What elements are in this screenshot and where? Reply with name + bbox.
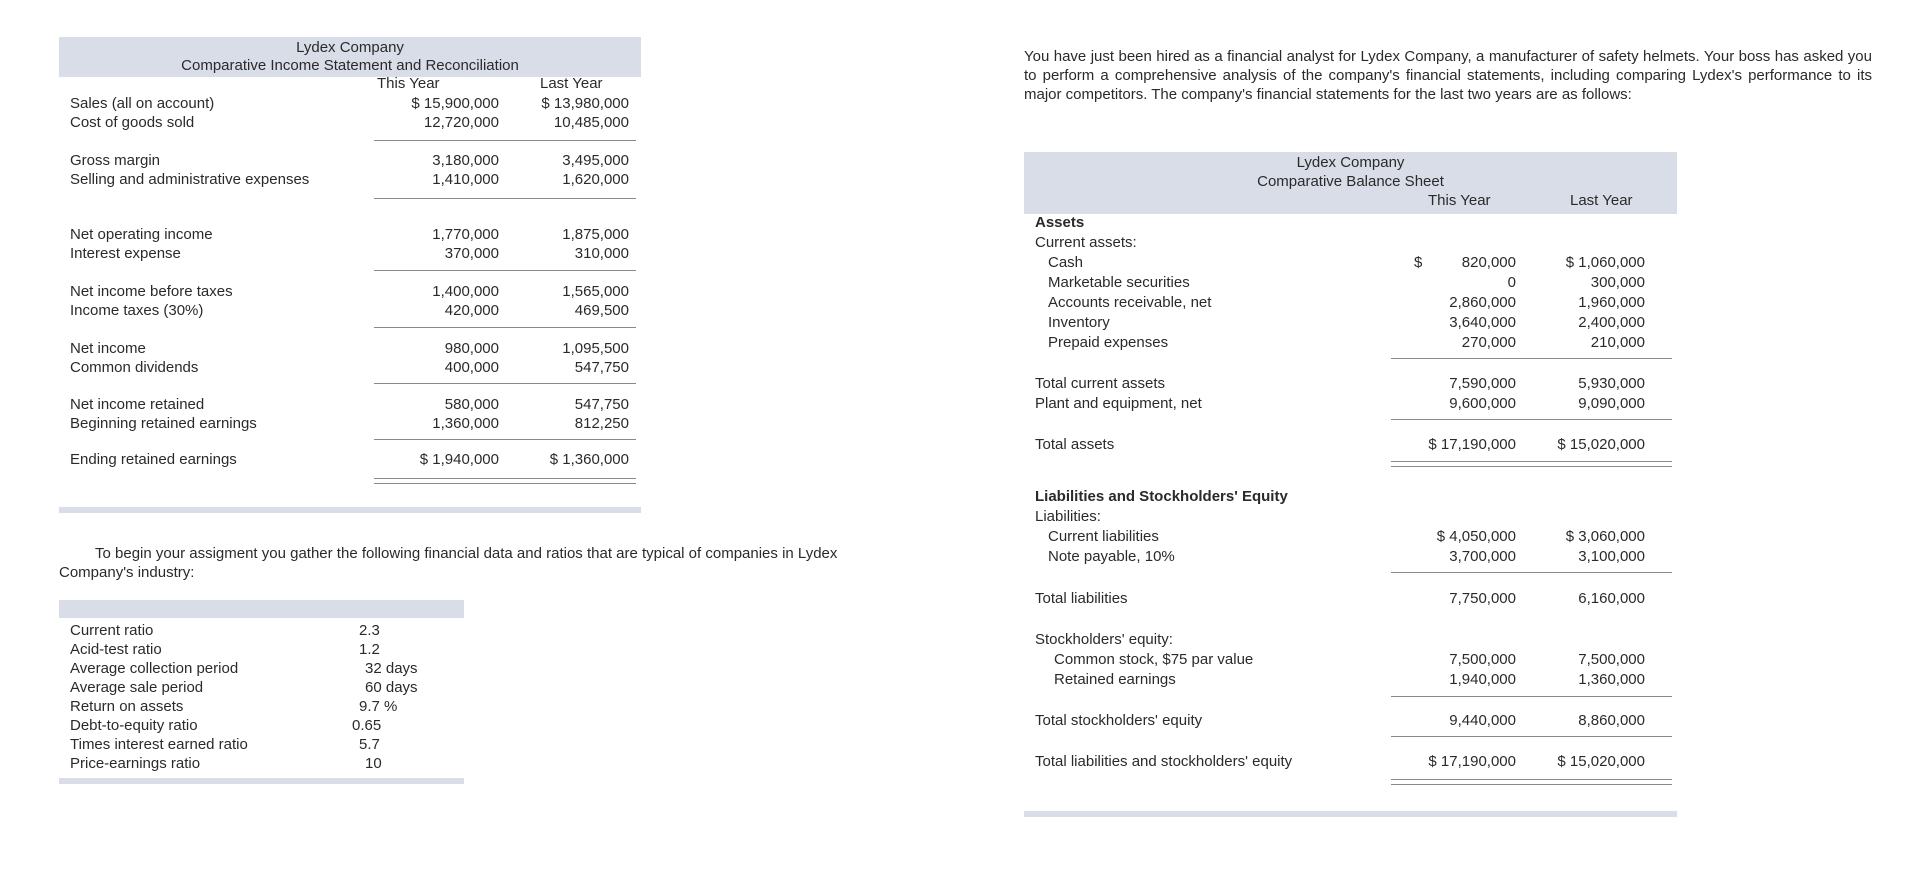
ratio-label: Acid-test ratio <box>70 641 162 658</box>
table-row <box>59 244 641 263</box>
row-last-year: 8,860,000 <box>1578 712 1645 729</box>
row-this-year: 9,600,000 <box>1449 395 1516 412</box>
row-label: Current liabilities <box>1048 528 1159 545</box>
income-company-name: Lydex Company <box>296 39 404 56</box>
table-row <box>1024 670 1677 690</box>
row-this-year: $ 15,900,000 <box>411 95 499 112</box>
row-label: Sales (all on account) <box>70 95 215 112</box>
ratio-label: Return on assets <box>70 698 184 715</box>
row-label: Common dividends <box>70 359 199 376</box>
row-last-year: 1,095,500 <box>562 340 629 357</box>
row-label: Net income retained <box>70 396 205 413</box>
row-label: Total stockholders' equity <box>1035 712 1203 729</box>
current-assets-label: Current assets: <box>1035 234 1137 251</box>
row-last-year: 547,750 <box>574 396 629 413</box>
row-this-year: 7,750,000 <box>1449 590 1516 607</box>
row-this-year: 3,180,000 <box>432 152 499 169</box>
row-last-year: $ 15,020,000 <box>1557 753 1645 770</box>
table-row <box>1024 374 1677 394</box>
table-row <box>1024 293 1677 313</box>
underline <box>1391 736 1672 737</box>
table-row <box>1024 589 1677 609</box>
row-this-year: 9,440,000 <box>1449 712 1516 729</box>
row-last-year: 1,360,000 <box>1578 671 1645 688</box>
ratio-value: 0.65 <box>352 717 382 734</box>
double-underline-top <box>374 478 636 479</box>
row-last-year: 1,875,000 <box>562 226 629 243</box>
row-label: Net operating income <box>70 226 213 243</box>
row-this-year: 0 <box>1507 274 1516 291</box>
underline <box>374 327 636 328</box>
underline <box>1391 358 1672 359</box>
list-item <box>59 735 464 754</box>
row-label: Total liabilities <box>1035 590 1128 607</box>
double-underline-top <box>1391 461 1672 462</box>
table-row <box>59 450 641 469</box>
balance-col-last-year: Last Year <box>1570 192 1633 209</box>
ratio-value: 2.3 <box>359 622 380 639</box>
row-label: Total liabilities and stockholders' equity <box>1035 753 1293 770</box>
row-this-year: 3,700,000 <box>1449 548 1516 565</box>
table-row <box>59 151 641 170</box>
income-statement-title: Comparative Income Statement and Reconciliation <box>181 57 519 74</box>
table-row <box>59 94 641 113</box>
ratio-value: 5.7 <box>359 736 380 753</box>
currency-symbol: $ <box>1414 254 1423 271</box>
row-this-year: 580,000 <box>444 396 499 413</box>
equity-label: Stockholders' equity: <box>1035 631 1173 648</box>
table-row <box>1024 435 1677 455</box>
row-this-year: 820,000 <box>1461 254 1516 271</box>
ratio-label: Times interest earned ratio <box>70 736 248 753</box>
table-row <box>59 113 641 132</box>
row-last-year: 812,250 <box>574 415 629 432</box>
row-this-year: 420,000 <box>444 302 499 319</box>
balance-company-name: Lydex Company <box>1296 154 1405 171</box>
income-col-this-year: This Year <box>377 75 440 92</box>
row-last-year: 5,930,000 <box>1578 375 1645 392</box>
row-label: Cost of goods sold <box>70 114 195 131</box>
row-label: Gross margin <box>70 152 161 169</box>
assets-heading: Assets <box>1035 214 1085 231</box>
row-last-year: 300,000 <box>1590 274 1645 291</box>
row-label: Net income before taxes <box>70 283 233 300</box>
list-item <box>59 659 464 678</box>
assignment-text: You have just been hired as a financial analyst for Lydex Company, a manufacturer of safety helmets. Your boss has asked you to perform a comprehensive analysis of the company's financial statements, including comparing Lydex's performance to its major competitors. The company's financial statements for the last two years are as follows: <box>1024 48 1872 103</box>
ratio-label: Price-earnings ratio <box>70 755 201 772</box>
row-this-year: 370,000 <box>444 245 499 262</box>
balance-col-this-year: This Year <box>1428 192 1491 209</box>
row-this-year: 980,000 <box>444 340 499 357</box>
row-last-year: 2,400,000 <box>1578 314 1645 331</box>
row-this-year: 1,940,000 <box>1449 671 1516 688</box>
row-last-year: 9,090,000 <box>1578 395 1645 412</box>
underline <box>374 383 636 384</box>
row-this-year: 7,590,000 <box>1449 375 1516 392</box>
ratio-label: Average sale period <box>70 679 204 696</box>
table-row <box>59 414 641 433</box>
row-this-year: 12,720,000 <box>423 114 499 131</box>
double-underline-bottom <box>374 483 636 484</box>
underline <box>374 198 636 199</box>
row-label: Ending retained earnings <box>70 451 237 468</box>
underline <box>374 439 636 440</box>
row-label: Prepaid expenses <box>1048 334 1169 351</box>
table-row <box>1024 650 1677 670</box>
row-last-year: 3,100,000 <box>1578 548 1645 565</box>
list-item <box>59 754 464 773</box>
row-this-year: $ 1,940,000 <box>419 451 499 468</box>
row-last-year: 469,500 <box>574 302 629 319</box>
row-this-year: $ 17,190,000 <box>1428 436 1516 453</box>
ratio-label: Current ratio <box>70 622 154 639</box>
list-item <box>59 697 464 716</box>
row-label: Interest expense <box>70 245 181 262</box>
table-row <box>59 225 641 244</box>
table-row <box>1024 394 1677 414</box>
ratio-value: 1.2 <box>359 641 380 658</box>
income-col-last-year: Last Year <box>540 75 603 92</box>
ratio-value: 32 days <box>365 660 418 677</box>
ratio-label: Debt-to-equity ratio <box>70 717 198 734</box>
industry-intro-text: To begin your assigment you gather the following financial data and ratios that are typical of companies in Lydex Company's industry: <box>59 545 838 581</box>
row-last-year: $ 1,360,000 <box>549 451 629 468</box>
row-label: Marketable securities <box>1048 274 1190 291</box>
row-label: Retained earnings <box>1054 671 1176 688</box>
underline <box>1391 696 1672 697</box>
table-row <box>1024 527 1677 547</box>
ratio-value: 10 <box>365 755 382 772</box>
row-last-year: 1,620,000 <box>562 171 629 188</box>
liabilities-label: Liabilities: <box>1035 508 1101 525</box>
row-last-year: 547,750 <box>574 359 629 376</box>
ratios-footer-band <box>59 778 464 784</box>
row-this-year: 1,360,000 <box>432 415 499 432</box>
row-label: Note payable, 10% <box>1048 548 1175 565</box>
row-label: Plant and equipment, net <box>1035 395 1202 412</box>
underline <box>374 270 636 271</box>
row-label: Income taxes (30%) <box>70 302 204 319</box>
row-this-year: 1,400,000 <box>432 283 499 300</box>
row-last-year: 1,960,000 <box>1578 294 1645 311</box>
row-label: Accounts receivable, net <box>1048 294 1212 311</box>
table-row <box>59 301 641 320</box>
row-this-year: 270,000 <box>1461 334 1516 351</box>
underline <box>374 140 636 141</box>
table-row <box>59 170 641 189</box>
row-last-year: $ 15,020,000 <box>1557 436 1645 453</box>
liabilities-equity-heading: Liabilities and Stockholders' Equity <box>1035 488 1288 505</box>
table-row <box>59 339 641 358</box>
balance-footer-band <box>1024 811 1677 817</box>
table-row <box>1024 253 1677 273</box>
row-last-year: $ 3,060,000 <box>1565 528 1645 545</box>
underline <box>1391 419 1672 420</box>
row-label: Common stock, $75 par value <box>1054 651 1254 668</box>
row-label: Inventory <box>1048 314 1110 331</box>
list-item <box>59 640 464 659</box>
row-this-year: 7,500,000 <box>1449 651 1516 668</box>
row-label: Net income <box>70 340 146 357</box>
double-underline-bottom <box>1391 466 1672 467</box>
row-label: Beginning retained earnings <box>70 415 257 432</box>
row-this-year: 3,640,000 <box>1449 314 1516 331</box>
row-this-year: $ 17,190,000 <box>1428 753 1516 770</box>
row-this-year: $ 4,050,000 <box>1436 528 1516 545</box>
row-label: Total current assets <box>1035 375 1166 392</box>
table-row <box>1024 273 1677 293</box>
table-row <box>1024 752 1677 772</box>
row-last-year: 310,000 <box>574 245 629 262</box>
ratio-value: 60 days <box>365 679 418 696</box>
ratios-header-band <box>59 600 464 618</box>
row-label: Selling and administrative expenses <box>70 171 310 188</box>
income-footer-band <box>59 507 641 513</box>
row-label: Cash <box>1048 254 1084 271</box>
double-underline-top <box>1391 779 1672 780</box>
ratio-label: Average collection period <box>70 660 239 677</box>
underline <box>1391 572 1672 573</box>
balance-sheet-title: Comparative Balance Sheet <box>1257 173 1444 190</box>
list-item <box>59 678 464 697</box>
row-this-year: 1,770,000 <box>432 226 499 243</box>
row-last-year: 6,160,000 <box>1578 590 1645 607</box>
row-last-year: 1,565,000 <box>562 283 629 300</box>
row-last-year: 3,495,000 <box>562 152 629 169</box>
row-this-year: 2,860,000 <box>1449 294 1516 311</box>
list-item <box>59 621 464 640</box>
row-this-year: 1,410,000 <box>432 171 499 188</box>
table-row <box>1024 313 1677 333</box>
row-this-year: 400,000 <box>444 359 499 376</box>
double-underline-bottom <box>1391 784 1672 785</box>
table-row <box>1024 547 1677 567</box>
table-row <box>1024 333 1677 353</box>
ratio-value: 9.7 % <box>359 698 398 715</box>
row-last-year: 210,000 <box>1590 334 1645 351</box>
list-item <box>59 716 464 735</box>
row-last-year: $ 1,060,000 <box>1565 254 1645 271</box>
table-row <box>59 282 641 301</box>
table-row <box>59 358 641 377</box>
row-last-year: 7,500,000 <box>1578 651 1645 668</box>
table-row <box>1024 711 1677 731</box>
row-last-year: 10,485,000 <box>553 114 629 131</box>
table-row <box>59 395 641 414</box>
row-last-year: $ 13,980,000 <box>541 95 629 112</box>
row-label: Total assets <box>1035 436 1115 453</box>
